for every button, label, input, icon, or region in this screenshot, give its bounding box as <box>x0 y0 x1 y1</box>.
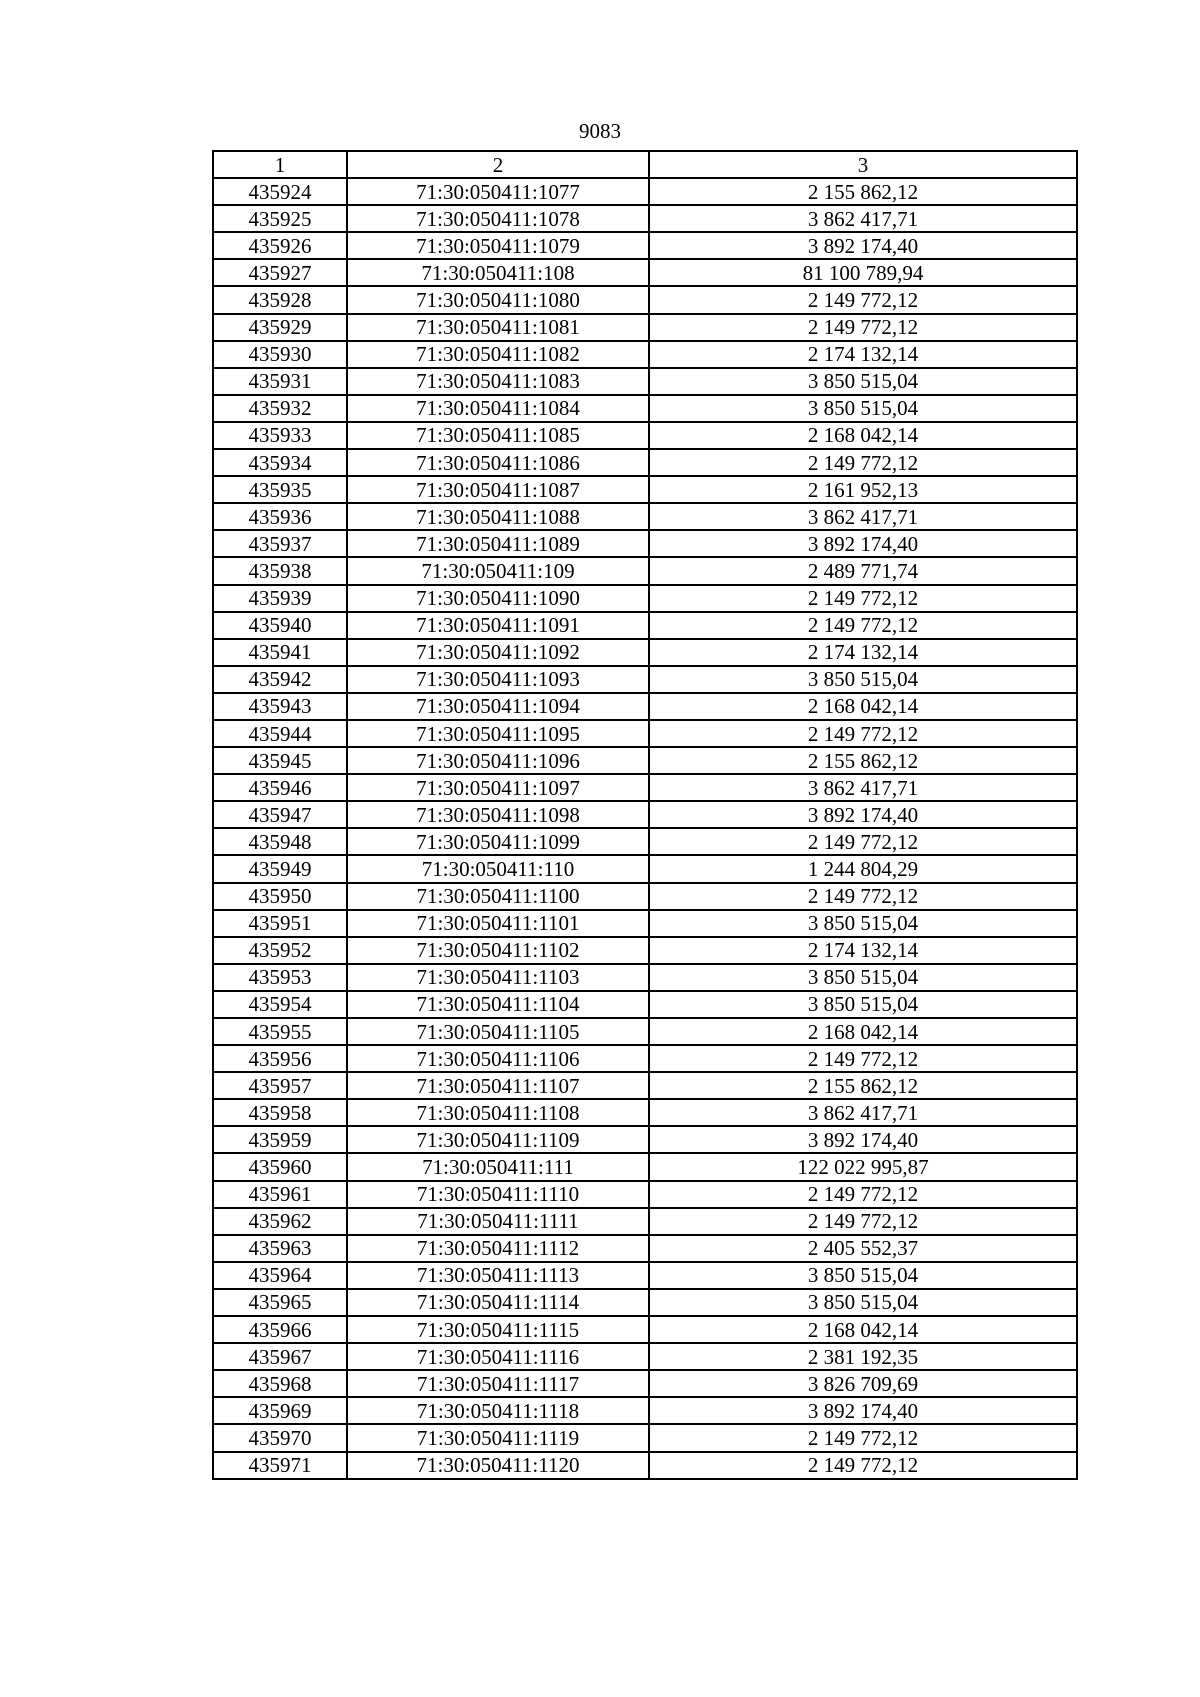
cadastral-number-cell: 71:30:050411:1078 <box>347 205 649 232</box>
row-number-cell: 435949 <box>213 855 347 882</box>
cadastral-number-cell: 71:30:050411:1087 <box>347 476 649 503</box>
table-row <box>213 1316 1077 1343</box>
cadastral-number-cell: 71:30:050411:1113 <box>347 1262 649 1289</box>
table-row <box>213 1045 1077 1072</box>
table-row <box>213 314 1077 341</box>
cadastral-number-cell: 71:30:050411:1114 <box>347 1289 649 1316</box>
value-cell: 3 892 174,40 <box>649 801 1077 828</box>
table-row <box>213 774 1077 801</box>
value-cell: 3 892 174,40 <box>649 1126 1077 1153</box>
value-cell: 3 850 515,04 <box>649 910 1077 937</box>
value-cell: 2 155 862,12 <box>649 747 1077 774</box>
table-row <box>213 178 1077 205</box>
table-row <box>213 639 1077 666</box>
table-row <box>213 1099 1077 1126</box>
table-row <box>213 449 1077 476</box>
row-number-cell: 435966 <box>213 1316 347 1343</box>
value-cell: 3 892 174,40 <box>649 1397 1077 1424</box>
value-cell: 2 149 772,12 <box>649 612 1077 639</box>
cadastral-number-cell: 71:30:050411:1084 <box>347 395 649 422</box>
cadastral-number-cell: 71:30:050411:1106 <box>347 1045 649 1072</box>
cadastral-number-cell: 71:30:050411:1079 <box>347 232 649 259</box>
value-cell: 3 850 515,04 <box>649 1262 1077 1289</box>
table-row <box>213 1262 1077 1289</box>
table-row <box>213 557 1077 584</box>
table-row <box>213 259 1077 286</box>
value-cell: 2 149 772,12 <box>649 449 1077 476</box>
value-cell: 3 892 174,40 <box>649 530 1077 557</box>
cadastral-number-cell: 71:30:050411:1101 <box>347 910 649 937</box>
cadastral-number-cell: 71:30:050411:1100 <box>347 883 649 910</box>
cadastral-number-cell: 71:30:050411:1092 <box>347 639 649 666</box>
page-number: 9083 <box>579 119 621 143</box>
value-cell: 3 850 515,04 <box>649 991 1077 1018</box>
cadastral-number-cell: 71:30:050411:1120 <box>347 1452 649 1479</box>
value-cell: 3 862 417,71 <box>649 205 1077 232</box>
cadastral-number-cell: 71:30:050411:1118 <box>347 1397 649 1424</box>
cadastral-number-cell: 71:30:050411:1090 <box>347 585 649 612</box>
cadastral-number-cell: 71:30:050411:1108 <box>347 1099 649 1126</box>
cadastral-number-cell: 71:30:050411:1089 <box>347 530 649 557</box>
value-cell: 122 022 995,87 <box>649 1153 1077 1180</box>
value-cell: 2 149 772,12 <box>649 720 1077 747</box>
cadastral-number-cell: 71:30:050411:1091 <box>347 612 649 639</box>
value-cell: 2 149 772,12 <box>649 1181 1077 1208</box>
cadastral-number-cell: 71:30:050411:1103 <box>347 964 649 991</box>
cadastral-number-cell: 71:30:050411:1096 <box>347 747 649 774</box>
row-number-cell: 435943 <box>213 693 347 720</box>
cadastral-number-cell: 71:30:050411:1117 <box>347 1370 649 1397</box>
value-cell: 2 149 772,12 <box>649 314 1077 341</box>
cadastral-number-cell: 71:30:050411:1081 <box>347 314 649 341</box>
cadastral-number-cell: 71:30:050411:1111 <box>347 1208 649 1235</box>
cadastral-number-cell: 71:30:050411:1102 <box>347 937 649 964</box>
cadastral-number-cell: 71:30:050411:1083 <box>347 368 649 395</box>
value-cell: 2 149 772,12 <box>649 883 1077 910</box>
value-cell: 2 149 772,12 <box>649 828 1077 855</box>
table-row <box>213 530 1077 557</box>
row-number-cell: 435932 <box>213 395 347 422</box>
cadastral-number-cell: 71:30:050411:1116 <box>347 1343 649 1370</box>
row-number-cell: 435945 <box>213 747 347 774</box>
table-row <box>213 1018 1077 1045</box>
row-number-cell: 435941 <box>213 639 347 666</box>
cadastral-number-cell: 71:30:050411:1086 <box>347 449 649 476</box>
value-cell: 3 850 515,04 <box>649 368 1077 395</box>
value-cell: 3 892 174,40 <box>649 232 1077 259</box>
cadastral-number-cell: 71:30:050411:1095 <box>347 720 649 747</box>
row-number-cell: 435926 <box>213 232 347 259</box>
table-row <box>213 286 1077 313</box>
table-row <box>213 801 1077 828</box>
row-number-cell: 435951 <box>213 910 347 937</box>
header-cell-2: 2 <box>347 151 649 178</box>
value-cell: 2 149 772,12 <box>649 585 1077 612</box>
cadastral-number-cell: 71:30:050411:1094 <box>347 693 649 720</box>
row-number-cell: 435944 <box>213 720 347 747</box>
row-number-cell: 435957 <box>213 1072 347 1099</box>
cadastral-number-cell: 71:30:050411:1082 <box>347 341 649 368</box>
row-number-cell: 435961 <box>213 1181 347 1208</box>
row-number-cell: 435930 <box>213 341 347 368</box>
table-row <box>213 720 1077 747</box>
cadastral-number-cell: 71:30:050411:1088 <box>347 503 649 530</box>
table-row <box>213 1208 1077 1235</box>
row-number-cell: 435935 <box>213 476 347 503</box>
value-cell: 1 244 804,29 <box>649 855 1077 882</box>
row-number-cell: 435927 <box>213 259 347 286</box>
cadastral-number-cell: 71:30:050411:108 <box>347 259 649 286</box>
table-row <box>213 693 1077 720</box>
value-cell: 3 850 515,04 <box>649 964 1077 991</box>
table-row <box>213 855 1077 882</box>
value-cell: 2 149 772,12 <box>649 286 1077 313</box>
row-number-cell: 435924 <box>213 178 347 205</box>
row-number-cell: 435962 <box>213 1208 347 1235</box>
row-number-cell: 435965 <box>213 1289 347 1316</box>
value-cell: 2 149 772,12 <box>649 1452 1077 1479</box>
cadastral-number-cell: 71:30:050411:1093 <box>347 666 649 693</box>
table-row <box>213 205 1077 232</box>
table-row <box>213 1424 1077 1451</box>
table-row <box>213 1397 1077 1424</box>
value-cell: 2 381 192,35 <box>649 1343 1077 1370</box>
cadastral-number-cell: 71:30:050411:1099 <box>347 828 649 855</box>
value-cell: 3 862 417,71 <box>649 1099 1077 1126</box>
cadastral-number-cell: 71:30:050411:1107 <box>347 1072 649 1099</box>
table-header-row <box>213 151 1077 178</box>
value-cell: 3 850 515,04 <box>649 395 1077 422</box>
row-number-cell: 435939 <box>213 585 347 612</box>
row-number-cell: 435931 <box>213 368 347 395</box>
table-row <box>213 828 1077 855</box>
row-number-cell: 435964 <box>213 1262 347 1289</box>
table-row <box>213 476 1077 503</box>
row-number-cell: 435960 <box>213 1153 347 1180</box>
value-cell: 3 850 515,04 <box>649 1289 1077 1316</box>
cadastral-number-cell: 71:30:050411:109 <box>347 557 649 584</box>
value-cell: 2 149 772,12 <box>649 1424 1077 1451</box>
row-number-cell: 435946 <box>213 774 347 801</box>
table-row <box>213 1370 1077 1397</box>
row-number-cell: 435936 <box>213 503 347 530</box>
value-cell: 3 826 709,69 <box>649 1370 1077 1397</box>
cadastral-number-cell: 71:30:050411:1077 <box>347 178 649 205</box>
table-row <box>213 1289 1077 1316</box>
row-number-cell: 435950 <box>213 883 347 910</box>
row-number-cell: 435940 <box>213 612 347 639</box>
table-row <box>213 1072 1077 1099</box>
cadastral-number-cell: 71:30:050411:1097 <box>347 774 649 801</box>
table-row <box>213 368 1077 395</box>
row-number-cell: 435938 <box>213 557 347 584</box>
cadastral-number-cell: 71:30:050411:1105 <box>347 1018 649 1045</box>
table-row <box>213 910 1077 937</box>
cadastral-number-cell: 71:30:050411:111 <box>347 1153 649 1180</box>
table-row <box>213 503 1077 530</box>
row-number-cell: 435956 <box>213 1045 347 1072</box>
table-row <box>213 1235 1077 1262</box>
row-number-cell: 435963 <box>213 1235 347 1262</box>
row-number-cell: 435953 <box>213 964 347 991</box>
table-row <box>213 1126 1077 1153</box>
table-row <box>213 666 1077 693</box>
row-number-cell: 435971 <box>213 1452 347 1479</box>
cadastral-number-cell: 71:30:050411:1110 <box>347 1181 649 1208</box>
value-cell: 2 161 952,13 <box>649 476 1077 503</box>
cadastral-number-cell: 71:30:050411:1112 <box>347 1235 649 1262</box>
value-cell: 81 100 789,94 <box>649 259 1077 286</box>
value-cell: 2 155 862,12 <box>649 178 1077 205</box>
header-cell-1: 1 <box>213 151 347 178</box>
table-row <box>213 585 1077 612</box>
value-cell: 3 850 515,04 <box>649 666 1077 693</box>
value-cell: 2 489 771,74 <box>649 557 1077 584</box>
table-row <box>213 1153 1077 1180</box>
cadastral-number-cell: 71:30:050411:1080 <box>347 286 649 313</box>
table-row <box>213 883 1077 910</box>
row-number-cell: 435947 <box>213 801 347 828</box>
row-number-cell: 435942 <box>213 666 347 693</box>
cadastral-number-cell: 71:30:050411:1109 <box>347 1126 649 1153</box>
row-number-cell: 435959 <box>213 1126 347 1153</box>
cadastral-number-cell: 71:30:050411:1085 <box>347 422 649 449</box>
row-number-cell: 435958 <box>213 1099 347 1126</box>
value-cell: 3 862 417,71 <box>649 503 1077 530</box>
cadastral-number-cell: 71:30:050411:110 <box>347 855 649 882</box>
row-number-cell: 435933 <box>213 422 347 449</box>
header-cell-3: 3 <box>649 151 1077 178</box>
row-number-cell: 435969 <box>213 1397 347 1424</box>
row-number-cell: 435954 <box>213 991 347 1018</box>
data-table <box>212 150 1078 1480</box>
value-cell: 2 174 132,14 <box>649 341 1077 368</box>
value-cell: 2 168 042,14 <box>649 422 1077 449</box>
table-row <box>213 612 1077 639</box>
row-number-cell: 435937 <box>213 530 347 557</box>
row-number-cell: 435968 <box>213 1370 347 1397</box>
row-number-cell: 435929 <box>213 314 347 341</box>
table-row <box>213 395 1077 422</box>
table-row <box>213 1181 1077 1208</box>
table-row <box>213 1343 1077 1370</box>
row-number-cell: 435928 <box>213 286 347 313</box>
table-row <box>213 991 1077 1018</box>
row-number-cell: 435925 <box>213 205 347 232</box>
row-number-cell: 435955 <box>213 1018 347 1045</box>
row-number-cell: 435952 <box>213 937 347 964</box>
value-cell: 2 155 862,12 <box>649 1072 1077 1099</box>
table-row <box>213 937 1077 964</box>
table-body <box>213 151 1077 1479</box>
table-row <box>213 1452 1077 1479</box>
table-row <box>213 422 1077 449</box>
value-cell: 2 168 042,14 <box>649 1018 1077 1045</box>
table-row <box>213 232 1077 259</box>
cadastral-number-cell: 71:30:050411:1104 <box>347 991 649 1018</box>
cadastral-number-cell: 71:30:050411:1098 <box>347 801 649 828</box>
value-cell: 2 174 132,14 <box>649 639 1077 666</box>
value-cell: 2 168 042,14 <box>649 693 1077 720</box>
value-cell: 3 862 417,71 <box>649 774 1077 801</box>
table-row <box>213 964 1077 991</box>
cadastral-number-cell: 71:30:050411:1119 <box>347 1424 649 1451</box>
table-row <box>213 341 1077 368</box>
cadastral-number-cell: 71:30:050411:1115 <box>347 1316 649 1343</box>
value-cell: 2 149 772,12 <box>649 1208 1077 1235</box>
row-number-cell: 435967 <box>213 1343 347 1370</box>
table-row <box>213 747 1077 774</box>
row-number-cell: 435948 <box>213 828 347 855</box>
value-cell: 2 168 042,14 <box>649 1316 1077 1343</box>
row-number-cell: 435934 <box>213 449 347 476</box>
value-cell: 2 174 132,14 <box>649 937 1077 964</box>
row-number-cell: 435970 <box>213 1424 347 1451</box>
value-cell: 2 405 552,37 <box>649 1235 1077 1262</box>
value-cell: 2 149 772,12 <box>649 1045 1077 1072</box>
